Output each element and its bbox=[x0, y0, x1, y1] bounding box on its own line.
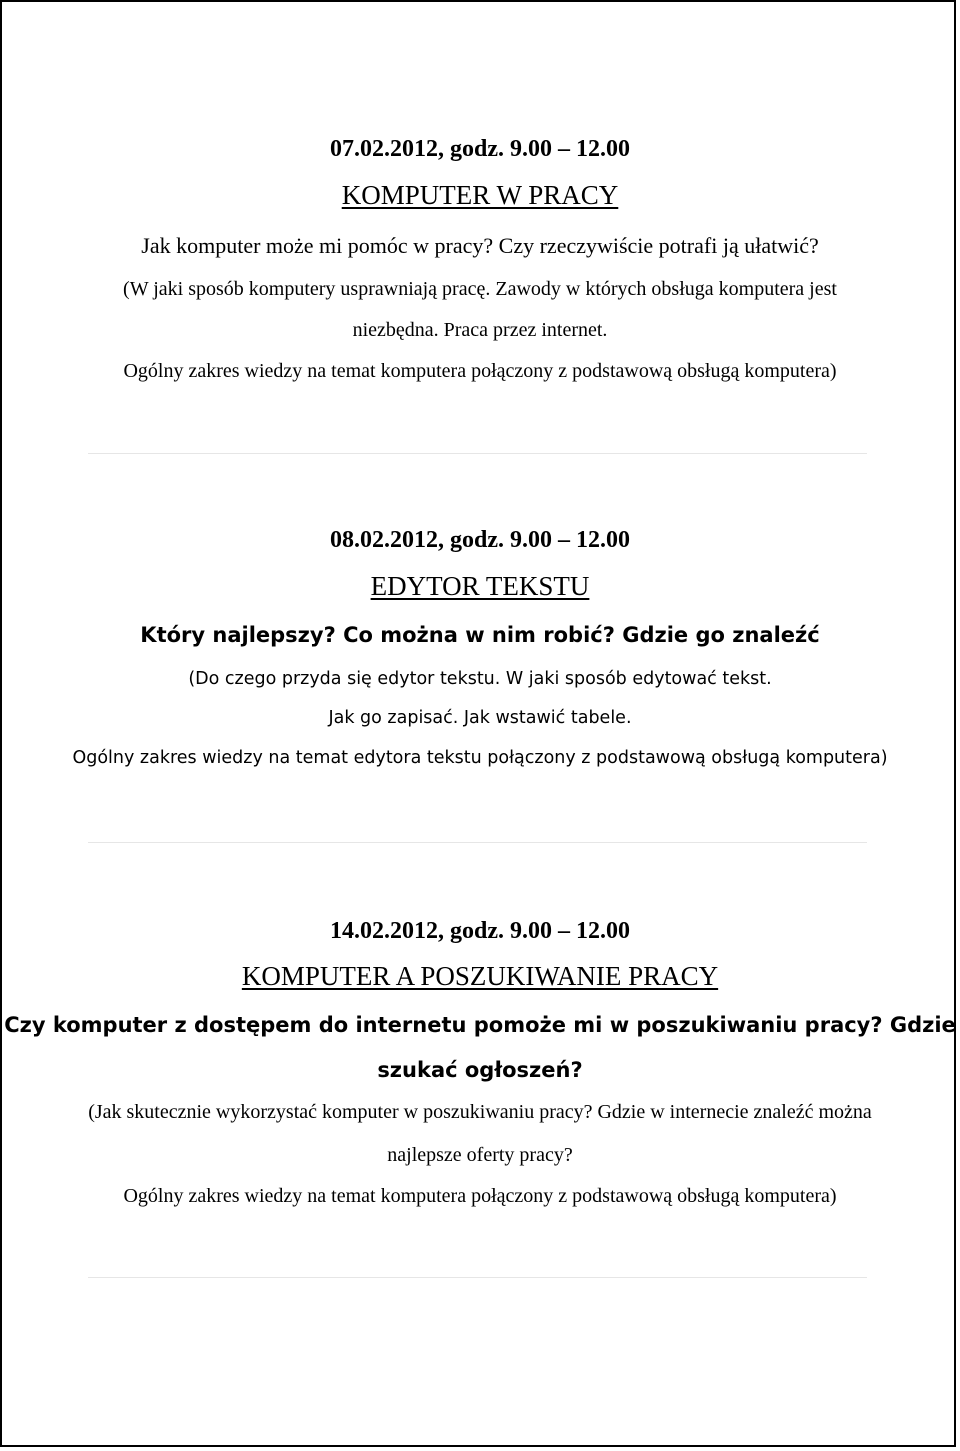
section-3-detail-2: najlepsze oferty pracy? bbox=[387, 1144, 573, 1166]
section-1-question: Jak komputer może mi pomóc w pracy? Czy rzeczywiście potrafi ją ułatwić? bbox=[141, 233, 819, 258]
section-2-detail-1: (Do czego przyda się edytor tekstu. W jaki sposób edytować tekst. bbox=[188, 669, 772, 689]
section-2-detail-3: Ogólny zakres wiedzy na temat edytora tekstu połączony z podstawową obsługą komputera) bbox=[72, 748, 888, 768]
section-2-detail-2: Jak go zapisać. Jak wstawić tabele. bbox=[328, 708, 632, 728]
section-divider-1 bbox=[88, 453, 867, 454]
section-3-date: 14.02.2012, godz. 9.00 – 12.00 bbox=[330, 918, 630, 944]
section-2-question: Który najlepszy? Co można w nim robić? Gdzie go znaleźć bbox=[140, 623, 820, 647]
section-1-detail-2: niezbędna. Praca przez internet. bbox=[352, 319, 608, 341]
section-1-detail-1: (W jaki sposób komputery usprawniają pracę. Zawody w których obsługa komputera jest bbox=[123, 278, 837, 300]
section-1-date: 07.02.2012, godz. 9.00 – 12.00 bbox=[330, 136, 630, 162]
section-3-question-2: szukać ogłoszeń? bbox=[377, 1058, 583, 1082]
section-2-title: EDYTOR TEKSTU bbox=[370, 571, 590, 601]
section-2-date: 08.02.2012, godz. 9.00 – 12.00 bbox=[330, 527, 630, 553]
section-3-detail-3: Ogólny zakres wiedzy na temat komputera połączony z podstawową obsługą komputera) bbox=[123, 1185, 837, 1207]
section-divider-2 bbox=[88, 842, 867, 843]
section-divider-3 bbox=[88, 1277, 867, 1278]
section-3-detail-1: (Jak skutecznie wykorzystać komputer w poszukiwaniu pracy? Gdzie w internecie znaleźć można bbox=[88, 1101, 872, 1123]
section-1-detail-3: Ogólny zakres wiedzy na temat komputera połączony z podstawową obsługą komputera) bbox=[123, 360, 837, 382]
section-3-title: KOMPUTER A POSZUKIWANIE PRACY bbox=[241, 961, 719, 991]
section-1-title: KOMPUTER W PRACY bbox=[341, 180, 619, 210]
section-3-question-1: Czy komputer z dostępem do internetu pomoże mi w poszukiwaniu pracy? Gdzie bbox=[4, 1013, 956, 1037]
